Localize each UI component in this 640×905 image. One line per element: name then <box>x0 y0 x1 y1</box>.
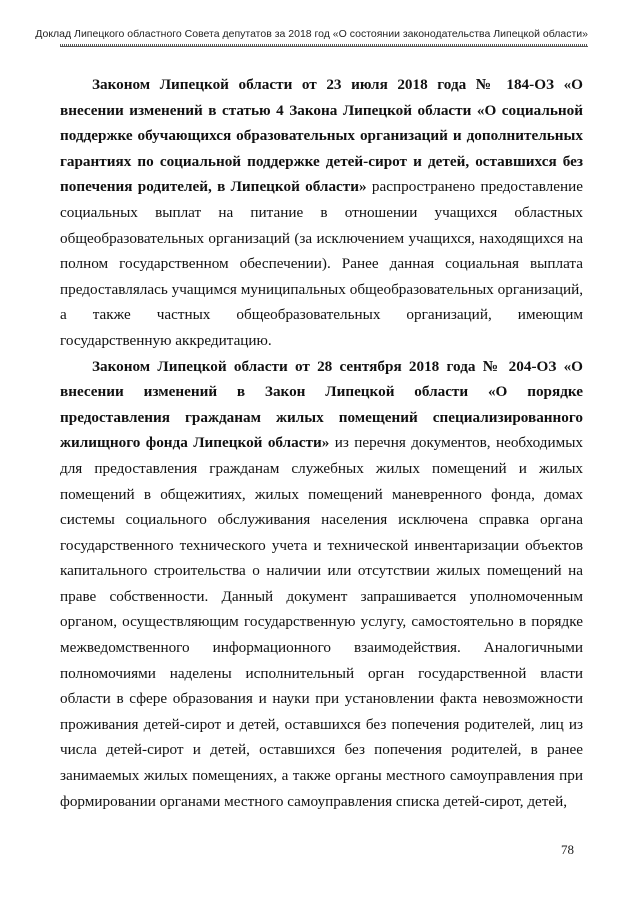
header-divider <box>60 44 588 47</box>
page-number: 78 <box>561 842 574 857</box>
law-title-bold: Законом Липецкой области от 23 июля 2018 года № 184-ОЗ «О внесении изменений в статью 4 Закона Липецкой области «О социальной поддержке обучающихся образовательных организаций и дополнительных гарантиях по социальной поддержке детей-сирот и детей, оставшихся без попечения родителей, в Липецкой области» <box>60 76 583 196</box>
law-title-bold: Законом Липецкой области от 28 сентября 2018 года № 204-ОЗ «О внесении изменений в Закон Липецкой области «О порядке предоставления гражданам жилых помещений специализированного жилищного фонда Липецкой области» <box>60 357 583 452</box>
running-header: Доклад Липецкого областного Совета депутатов за 2018 год «О состоянии законодательства Липецкой области» <box>35 28 588 40</box>
paragraph-law-204 <box>60 354 583 815</box>
paragraph-law-184 <box>60 72 583 354</box>
paragraph-text: распространено предоставление социальных выплат на питание в отношении учащихся областных общеобразовательных организаций (за исключением учащихся, находящихся на полном государственном обеспечении). Ранее данная социальная выплата предоставлялась учащимся муниципальных общеобразовательных организаций, а также частных общеобразовательных организаций, имеющим государственную аккредитацию. <box>60 178 583 349</box>
document-body <box>60 72 583 814</box>
paragraph-text: из перечня документов, необходимых для предоставления гражданам служебных жилых помещений и жилых помещений в общежитиях, жилых помещений маневренного фонда, домах системы социального обслуживания населения исключена справка органа государственного технического учета и технической инвентаризации объектов капитального строительства о наличии или отсутствии жилых помещений на праве собственности. Данный документ запрашивается уполномоченным органом, осуществляющим государственную услугу, самостоятельно в порядке межведомственного информационного взаимодействия. Аналогичными полномочиями наделены исполнительный орган государственной власти области в сфере образования и науки при установлении факта невозможности проживания детей-сирот и детей, оставшихся без попечения родителей, лиц из числа детей-сирот и детей, оставшихся без попечения родителей, в ранее занимаемых жилых помещениях, а также органы местного самоуправления при формировании органами местного самоуправления списка детей-сирот, детей, <box>60 434 583 810</box>
